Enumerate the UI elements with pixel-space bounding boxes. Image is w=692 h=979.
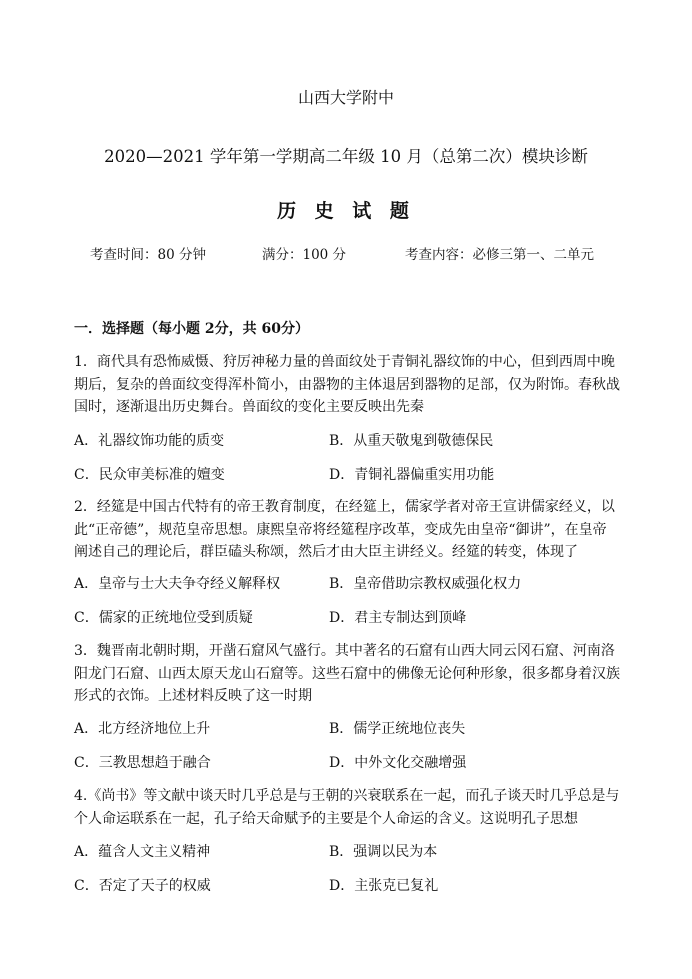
- question-text-line: 形式的衣饰。上述材料反映了这一时期: [74, 688, 312, 704]
- question-text-line: 阐述自己的理论后，群臣磕头称颂，然后才由大臣主讲经义。经筵的转变，体现了: [74, 544, 578, 560]
- option-d: D．青铜礼器偏重实用功能: [329, 467, 495, 483]
- content-scope: 考查内容：必修三第一、二单元: [405, 247, 594, 263]
- school-name: 山西大学附中: [297, 88, 394, 107]
- question-text-line: 3．魏晋南北朝时期，开凿石窟风气盛行。其中著名的石窟有山西大同云冈石窟、河南洛: [74, 643, 615, 659]
- option-c: C．民众审美标准的嬗变: [74, 467, 225, 483]
- question-text-line: 2．经筵是中国古代特有的帝王教育制度，在经筵上，儒家学者对帝王宣讲儒家经义，以: [74, 499, 615, 515]
- option-b: B．皇帝借助宗教权威强化权力: [329, 576, 522, 592]
- question-text-line: 4.《尚书》等文献中谈天时几乎总是与王朝的兴衰联系在一起，而孔子谈天时几乎总是与: [74, 788, 620, 804]
- full-score: 满分：100 分: [262, 247, 347, 263]
- section-heading: 一．选择题（每小题 2分，共 60分）: [74, 321, 309, 337]
- exam-time: 考查时间：80 分钟: [90, 247, 206, 263]
- option-b: B．从重天敬鬼到敬德保民: [329, 433, 494, 449]
- question-text-line: 期后，复杂的兽面纹变得浑朴简小，由器物的主体退居到器物的足部，仅为附饰。春秋战: [74, 376, 620, 393]
- option-a: A．礼器纹饰功能的质变: [74, 433, 225, 449]
- question-2: [74, 496, 634, 564]
- option-a: A．北方经济地位上升: [74, 721, 211, 737]
- option-c: C．三教思想趋于融合: [74, 755, 211, 771]
- option-a: A．皇帝与士大夫争夺经义解释权: [74, 576, 281, 592]
- question-text-line: 个人命运联系在一起，孔子给天命赋予的主要是个人命运的含义。这说明孔子思想: [74, 810, 578, 827]
- option-b: B．强调以民为本: [329, 844, 438, 860]
- question-text-line: 阳龙门石窟、山西太原天龙山石窟等。这些石窟中的佛像无论何种形象，很多都身着汉族: [74, 665, 620, 682]
- option-b: B．儒学正统地位丧失: [329, 721, 466, 737]
- option-d: D．中外文化交融增强: [329, 755, 467, 771]
- page-title: 历 史 试 题: [277, 200, 415, 222]
- option-c: C．否定了天子的权威: [74, 878, 211, 894]
- option-a: A．蕴含人文主义精神: [74, 844, 211, 860]
- question-text-line: 国时，逐渐退出历史舞台。兽面纹的变化主要反映出先秦: [74, 399, 424, 415]
- question-3: [74, 640, 634, 708]
- exam-subtitle: 2020—2021 学年第一学期高二年级 10 月（总第二次）模块诊断: [104, 147, 588, 166]
- question-text-line: 此“正帝德”，规范皇帝思想。康熙皇帝将经筵程序改革，变成先由皇帝“御讲”，在皇帝: [74, 521, 607, 538]
- question-1: [74, 351, 634, 419]
- question-4: [74, 785, 634, 830]
- option-d: D．君主专制达到顶峰: [329, 610, 467, 626]
- option-d: D．主张克已复礼: [329, 878, 439, 894]
- option-c: C．儒家的正统地位受到质疑: [74, 610, 253, 626]
- question-text-line: 1．商代具有恐怖威慑、狩厉神秘力量的兽面纹处于青铜礼器纹饰的中心，但到西周中晚: [74, 354, 615, 370]
